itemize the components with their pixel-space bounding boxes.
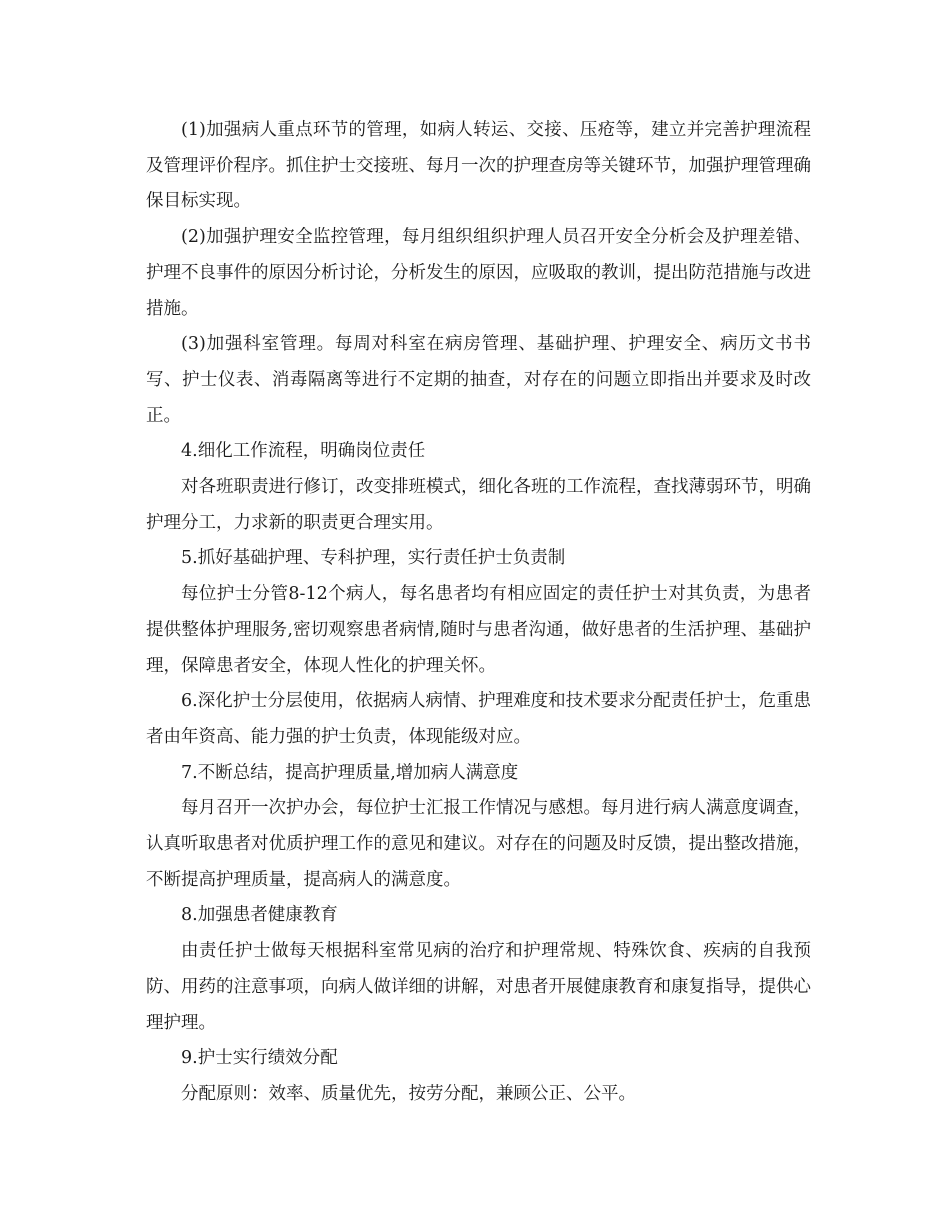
paragraph-2: (2)加强护理安全监控管理，每月组织组织护理人员召开安全分析会及护理差错、护理不良事件的原因分析讨论，分析发生的原因，应吸取的教训，提出防范措施与改进措施。 — [146, 227, 811, 319]
section-heading-9: 9.护士实行绩效分配 — [181, 1048, 338, 1069]
paragraph-4-body: 对各班职责进行修订，改变排班模式，细化各班的工作流程，查找薄弱环节，明确护理分工，力求新的职责更合理实用。 — [146, 477, 811, 533]
paragraph-5-body: 每位护士分管8-12个病人，每名患者均有相应固定的责任护士对其负责，为患者提供整体护理服务,密切观察患者病情,随时与患者沟通，做好患者的生活护理、基础护理，保障患者安全，体现人性化的护理关怀。 — [146, 584, 811, 676]
section-heading-5: 5.抓好基础护理、专科护理，实行责任护士负责制 — [181, 548, 566, 569]
section-heading-7: 7.不断总结，提高护理质量,增加病人满意度 — [181, 762, 519, 783]
paragraph-1: (1)加强病人重点环节的管理，如病人转运、交接、压疮等，建立并完善护理流程及管理评价程序。抓住护士交接班、每月一次的护理查房等关键环节，加强护理管理确保目标实现。 — [146, 120, 811, 212]
section-heading-4: 4.细化工作流程，明确岗位责任 — [181, 441, 426, 462]
document-body — [146, 113, 811, 1113]
paragraph-8-body: 由责任护士做每天根据科室常见病的治疗和护理常规、特殊饮食、疾病的自我预防、用药的注意事项，向病人做详细的讲解，对患者开展健康教育和康复指导，提供心理护理。 — [146, 941, 811, 1033]
section-heading-8: 8.加强患者健康教育 — [181, 905, 338, 926]
paragraph-9-body: 分配原则：效率、质量优先，按劳分配，兼顾公正、公平。 — [181, 1083, 636, 1104]
paragraph-7-body: 每月召开一次护办会，每位护士汇报工作情况与感想。每月进行病人满意度调查，认真听取患者对优质护理工作的意见和建议。对存在的问题及时反馈，提出整改措施，不断提高护理质量，提高病人的满意度。 — [146, 798, 811, 890]
paragraph-3: (3)加强科室管理。每周对科室在病房管理、基础护理、护理安全、病历文书书写、护士仪表、消毒隔离等进行不定期的抽查，对存在的问题立即指出并要求及时改正。 — [146, 334, 811, 426]
paragraph-6: 6.深化护士分层使用，依据病人病情、护理难度和技术要求分配责任护士，危重患者由年资高、能力强的护士负责，体现能级对应。 — [146, 691, 811, 747]
